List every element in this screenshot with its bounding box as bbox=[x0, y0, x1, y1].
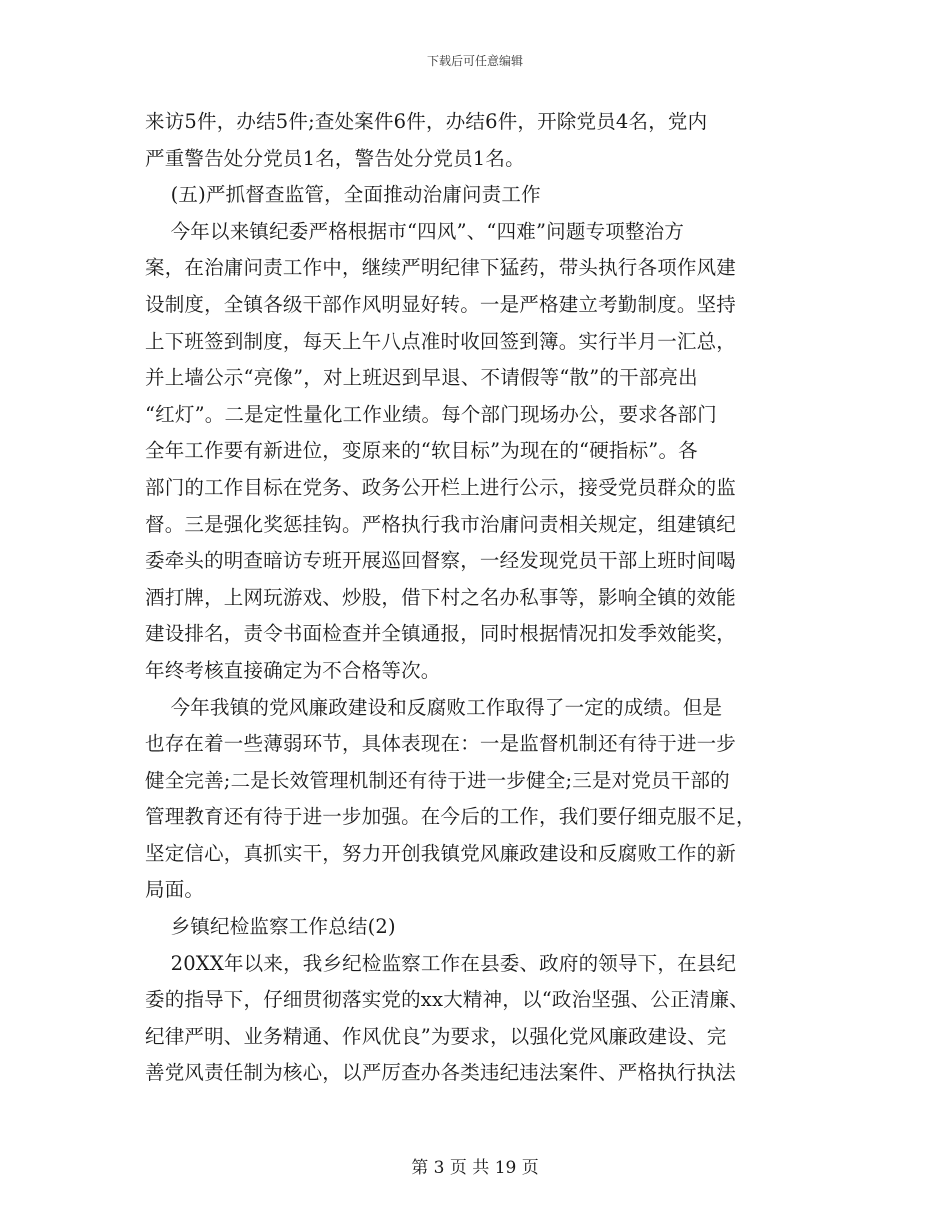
text-line: 局面。 bbox=[145, 878, 205, 902]
text-line: “红灯”。二是定性量化工作业绩。每个部门现场办公，要求各部门 bbox=[145, 402, 717, 426]
text-line: 管理教育还有待于进一步加强。在今后的工作，我们要仔细克服不足， bbox=[145, 805, 756, 829]
text-line: 案，在治庸问责工作中，继续严明纪律下猛药，带头执行各项作风建 bbox=[145, 256, 737, 280]
text-line: 来访5件，办结5件;查处案件6件，办结6件，开除党员4名，党内 bbox=[145, 110, 708, 133]
text-line: 严重警告处分党员1名，警告处分党员1名。 bbox=[145, 146, 525, 170]
text-line: 20XX年以来，我乡纪检监察工作在县委、政府的领导下，在县纪 bbox=[145, 951, 737, 975]
text-line: 今年我镇的党风廉政建设和反腐败工作取得了一定的成绩。但是 bbox=[145, 695, 723, 719]
text-line: 酒打牌，上网玩游戏、炒股，借下村之名办私事等，影响全镇的效能 bbox=[145, 585, 737, 609]
text-line: 纪律严明、业务精通、作风优良”为要求，以强化党风廉政建设、完 bbox=[145, 1024, 727, 1048]
text-line: 健全完善;二是长效管理机制还有待于进一步健全;三是对党员干部的 bbox=[145, 768, 730, 792]
text-line: 今年以来镇纪委严格根据市“四风”、“四难”问题专项整治方 bbox=[145, 219, 685, 243]
text-line: 建设排名，责令书面检查并全镇通报，同时根据情况扣发季效能奖， bbox=[145, 622, 737, 646]
text-line: 委牵头的明查暗访专班开展巡回督察，一经发现党员干部上班时间喝 bbox=[145, 549, 737, 573]
text-line: 上下班签到制度，每天上午八点准时收回签到簿。实行半月一汇总， bbox=[145, 329, 737, 353]
text-line: 设制度，全镇各级干部作风明显好转。一是严格建立考勤制度。坚持 bbox=[145, 292, 737, 316]
page-header-note: 下载后可任意编辑 bbox=[426, 54, 523, 68]
text-line: 委的指导下，仔细贯彻落实党的xx大精神，以“政治坚强、公正清廉、 bbox=[145, 988, 749, 1012]
page-number: 第 3 页 共 19 页 bbox=[411, 1158, 539, 1178]
text-line: 坚定信心，真抓实干，努力开创我镇党风廉政建设和反腐败工作的新 bbox=[145, 841, 737, 865]
text-line: 部门的工作目标在党务、政务公开栏上进行公示，接受党员群众的监 bbox=[145, 475, 737, 499]
section-heading: 乡镇纪检监察工作总结(2) bbox=[145, 915, 396, 939]
text-line: 并上墙公示“亮像”，对上班迟到早退、不请假等“散”的干部亮出 bbox=[145, 366, 698, 390]
text-line: 也存在着一些薄弱环节，具体表现在：一是监督机制还有待于进一步 bbox=[145, 732, 737, 756]
document-body bbox=[145, 104, 805, 1092]
text-line: 全年工作要有新进位，变原来的“软目标”为现在的“硬指标”。各 bbox=[145, 439, 698, 463]
section-heading: (五)严抓督查监管，全面推动治庸问责工作 bbox=[145, 183, 541, 207]
text-line: 督。三是强化奖惩挂钩。严格执行我市治庸问责相关规定，组建镇纪 bbox=[145, 512, 737, 536]
text-line: 年终考核直接确定为不合格等次。 bbox=[145, 658, 441, 682]
text-line: 善党风责任制为核心，以严厉查办各类违纪违法案件、严格执行执法 bbox=[145, 1061, 737, 1085]
